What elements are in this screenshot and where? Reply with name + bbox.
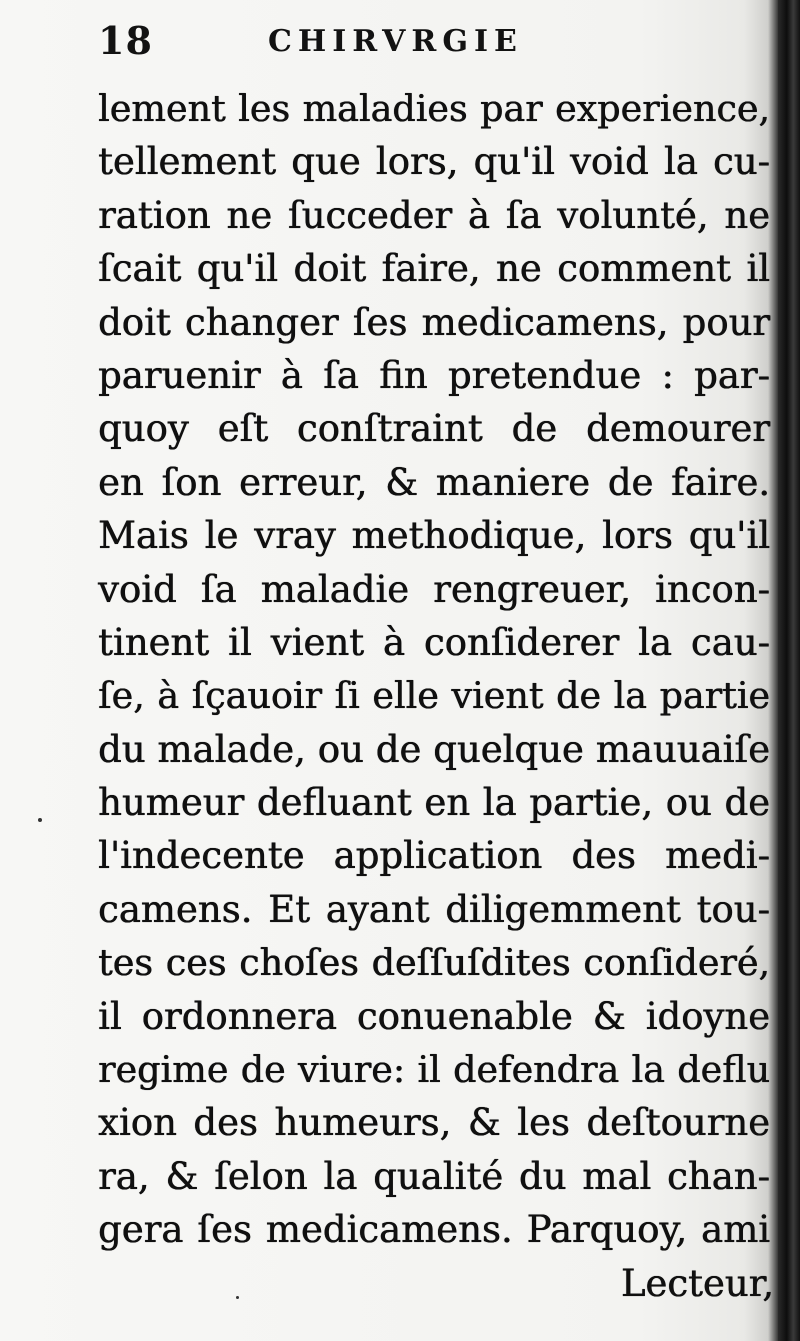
text-line: tinent il vient à conſiderer la cau- [98,620,770,664]
text-line: xion des humeurs, & les deſtourne [98,1101,770,1145]
text-line: regime de viure: il defendra la deflu [98,1048,770,1092]
text-line: ſe, à ſçauoir ſi elle vient de la partie [98,674,770,718]
body-text [98,82,770,1257]
page-number: 18 [98,18,153,63]
running-head [98,18,778,68]
text-line: tellement que lors, qu'il void la cu- [98,140,770,184]
text-line: humeur defluant en la partie, ou de [98,781,770,825]
text-line: il ordonnera conuenable & idoyne [98,994,770,1038]
text-line: ration ne ſucceder à ſa volunté, ne [98,193,770,237]
text-line: tes ces choſes deſſuſdites conſideré, [98,941,770,985]
text-line: en ſon erreur, & maniere de faire. [98,460,770,504]
text-line: ſcait qu'il doit faire, ne comment il [98,247,770,291]
book-spine-shadow [778,0,800,1341]
ink-speck [236,1296,239,1299]
text-line: camens. Et ayant diligemment tou- [98,887,770,931]
text-line: Mais le vray methodique, lors qu'il [98,514,770,558]
text-line: du malade, ou de quelque mauuaiſe [98,727,770,771]
text-line: quoy eſt conſtraint de demourer [98,407,770,451]
text-line: paruenir à ſa fin pretendue : par- [98,353,770,397]
text-line: gera ſes medicamens. Parquoy, ami [98,1208,770,1252]
text-line: ra, & ſelon la qualité du mal chan- [98,1154,770,1198]
text-line: doit changer ſes medicamens, pour [98,300,770,344]
text-line: void ſa maladie rengreuer, incon- [98,567,770,611]
catchword: Lecteur, [620,1262,774,1305]
running-title: CHIRVRGIE [268,24,523,59]
ink-speck [38,818,42,822]
text-line: lement les maladies par experience, [98,87,770,130]
text-line: l'indecente application des medi- [98,834,770,878]
